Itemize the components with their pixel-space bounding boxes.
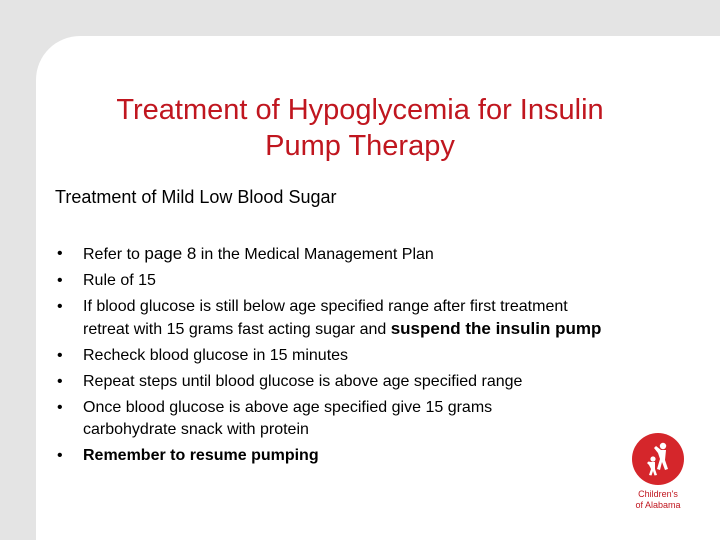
logo-line-1: Children's: [638, 489, 678, 499]
subheading: Treatment of Mild Low Blood Sugar: [55, 187, 337, 207]
logo-line-2: of Alabama: [635, 500, 681, 510]
bullet-text: Repeat steps until blood glucose is above age specified range: [83, 373, 523, 390]
childrens-of-alabama-logo: [626, 433, 690, 517]
children-figures-icon: [632, 433, 684, 485]
bullet-text: Rule of 15: [83, 272, 156, 289]
bullet-icon: •: [57, 373, 63, 390]
bullet-text: If blood glucose is still below age specified range after first treatment: [83, 298, 568, 315]
list-item: [55, 243, 695, 266]
list-item: [55, 445, 695, 467]
bullet-list: [55, 243, 695, 471]
list-item: [55, 296, 695, 341]
bullet-text: Once blood glucose is above age specified give 15 grams: [83, 399, 493, 416]
list-item: [55, 270, 695, 292]
bullet-icon: •: [57, 298, 63, 315]
logo-wordmark: [626, 489, 690, 511]
bullet-icon: •: [57, 272, 63, 289]
bullet-icon: •: [57, 245, 63, 262]
bullet-text: in the Medical Management Plan: [196, 246, 434, 263]
bullet-icon: •: [57, 447, 63, 464]
bullet-text: Refer to: [83, 246, 145, 263]
bullet-text: retreat with 15 grams fast acting sugar and: [83, 321, 391, 338]
bullet-emphasis: page 8: [144, 244, 197, 263]
bullet-icon: •: [57, 347, 63, 364]
bullet-text: Remember to resume pumping: [83, 447, 319, 464]
title-line-1: Treatment of Hypoglycemia for Insulin: [116, 94, 604, 126]
title-line-2: Pump Therapy: [265, 130, 455, 162]
bullet-text: Recheck blood glucose in 15 minutes: [83, 347, 349, 364]
slide-title: [40, 92, 680, 164]
bullet-emphasis: suspend the insulin pump: [390, 319, 602, 338]
bullet-icon: •: [57, 399, 63, 416]
list-item: [55, 345, 695, 367]
list-item: [55, 371, 695, 393]
list-item: [55, 397, 695, 441]
bullet-text: carbohydrate snack with protein: [83, 421, 309, 438]
